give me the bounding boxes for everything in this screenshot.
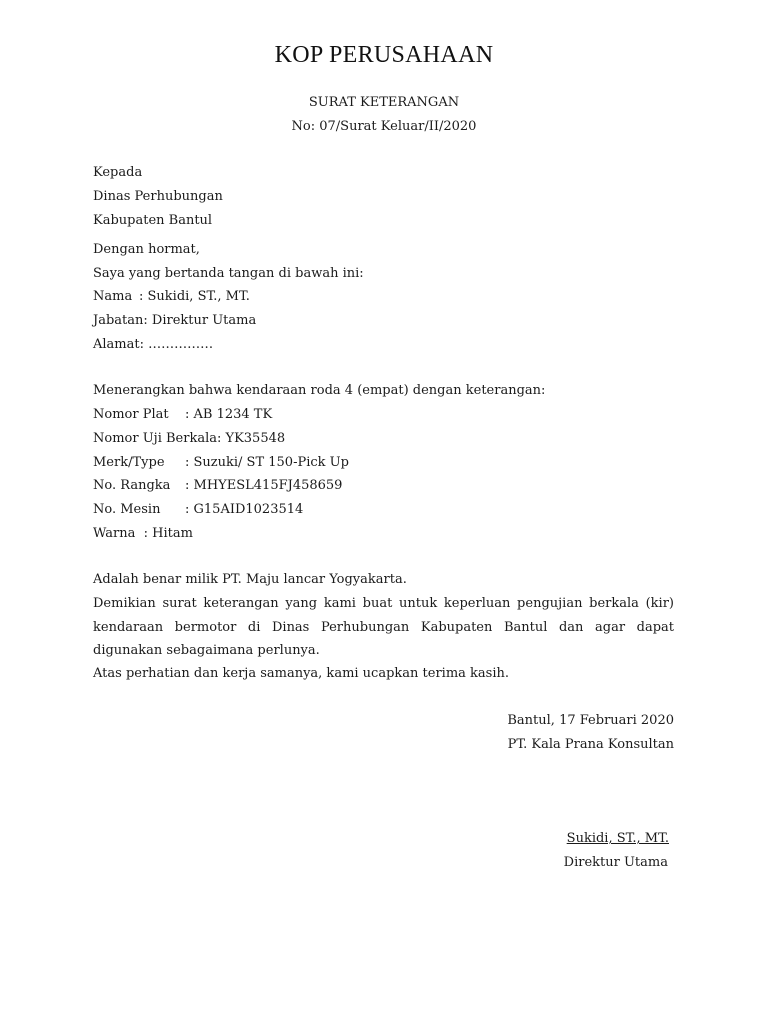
field-label: No. Mesin xyxy=(93,502,161,517)
field-value: : AB 1234 TK xyxy=(185,407,273,422)
field-value: : Suzuki/ ST 150-Pick Up xyxy=(185,455,349,470)
vehicle-intro: Menerangkan bahwa kendaraan roda 4 (empat) dengan keterangan: xyxy=(93,383,546,398)
signatory-position: Direktur Utama xyxy=(563,855,668,870)
field-value: : Sukidi, ST., MT. xyxy=(139,289,250,304)
field-label: Warna xyxy=(93,526,136,541)
vehicle-field-brand xyxy=(93,455,349,470)
field-label: Nomor Uji Berkala xyxy=(93,431,217,446)
purpose-paragraph: Demikian surat keterangan yang kami buat untuk keperluan pengujian berkala (kir) kendaraan bermotor di Dinas Perhubungan Kabupaten Bantul dan agar dapat digunakan sebagaimana perlunya. xyxy=(93,596,674,658)
signer-field-address xyxy=(93,337,213,352)
vehicle-field-color xyxy=(93,526,193,541)
field-value: : Direktur Utama xyxy=(143,313,257,328)
greeting: Dengan hormat, xyxy=(93,242,200,257)
field-label: No. Rangka xyxy=(93,478,171,493)
field-label: Alamat xyxy=(93,337,140,352)
field-value: : G15AID1023514 xyxy=(185,502,304,517)
signer-field-position xyxy=(93,313,256,328)
recipient-line: Kepada xyxy=(93,165,143,180)
field-value: : YK35548 xyxy=(216,431,286,446)
field-label: Jabatan xyxy=(93,313,144,328)
vehicle-field-plate xyxy=(93,407,272,422)
company-name: PT. Kala Prana Konsultan xyxy=(507,737,674,752)
signatory-name: Sukidi, ST., MT. xyxy=(566,831,669,846)
intro-text: Saya yang bertanda tangan di bawah ini: xyxy=(93,266,364,281)
field-value: : …………… xyxy=(139,337,214,352)
document-title: SURAT KETERANGAN xyxy=(308,95,460,110)
ownership-statement: Adalah benar milik PT. Maju lancar Yogyakarta. xyxy=(93,572,407,587)
field-label: Nama xyxy=(93,289,133,304)
field-value: : MHYESL415FJ458659 xyxy=(185,478,343,493)
vehicle-field-test-number xyxy=(93,431,285,446)
recipient-line: Kabupaten Bantul xyxy=(93,213,213,228)
letterhead-title: KOP PERUSAHAAN xyxy=(274,42,494,68)
field-label: Nomor Plat xyxy=(93,407,169,422)
signer-field-name xyxy=(93,289,250,304)
field-label: Merk/Type xyxy=(93,455,165,470)
document-number: No: 07/Surat Keluar/II/2020 xyxy=(291,119,477,134)
place-date: Bantul, 17 Februari 2020 xyxy=(507,713,674,728)
vehicle-field-engine xyxy=(93,502,303,517)
vehicle-field-chassis xyxy=(93,478,342,493)
field-value: : Hitam xyxy=(135,526,193,541)
recipient-line: Dinas Perhubungan xyxy=(93,189,223,204)
closing-statement: Atas perhatian dan kerja samanya, kami ucapkan terima kasih. xyxy=(93,666,509,681)
